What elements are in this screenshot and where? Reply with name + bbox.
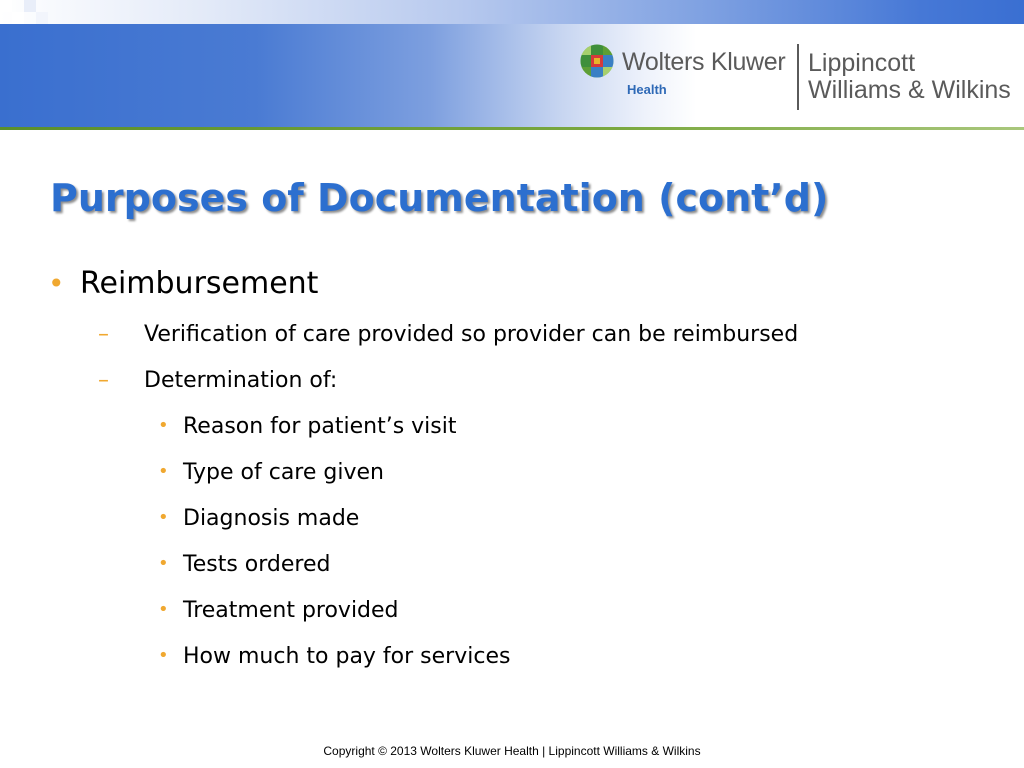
determination-item <box>158 460 384 485</box>
bullet-marker: • <box>158 461 169 482</box>
brand-secondary-line1: Lippincott <box>808 49 916 77</box>
brand-sub-text: Health <box>627 82 667 97</box>
determination-item <box>158 598 399 623</box>
dash-marker: – <box>98 368 109 393</box>
determination-text: Diagnosis made <box>183 506 360 531</box>
determination-text: How much to pay for services <box>183 644 511 669</box>
determination-text: Type of care given <box>183 460 384 485</box>
determination-text: Tests ordered <box>183 552 331 577</box>
sub-point-item <box>98 322 798 347</box>
wolters-kluwer-globe-icon <box>580 44 614 78</box>
header-top-strip <box>0 0 1024 24</box>
determination-item <box>158 506 359 531</box>
brand-secondary-line2: Williams & Wilkins <box>808 76 1011 104</box>
determination-item <box>158 414 457 439</box>
bullet-marker: • <box>158 645 169 666</box>
slide-title: Purposes of Documentation (cont’d) <box>50 176 829 220</box>
bullet-marker: • <box>158 507 169 528</box>
determination-item <box>158 552 330 577</box>
brand-secondary <box>808 50 1011 104</box>
determination-text: Treatment provided <box>183 598 399 623</box>
sub-point-text: Determination of: <box>144 368 338 393</box>
dash-marker: – <box>98 322 109 347</box>
logo-divider <box>797 44 799 110</box>
main-bullet-item <box>48 266 318 301</box>
determination-item <box>158 644 510 669</box>
bullet-marker: • <box>158 599 169 620</box>
publisher-logo <box>580 42 1020 114</box>
corner-squares-decoration <box>0 0 48 24</box>
bullet-marker: • <box>48 267 65 300</box>
bullet-marker: • <box>158 553 169 574</box>
brand-primary-text: Wolters Kluwer <box>622 48 786 76</box>
header-divider-rule <box>0 127 1024 130</box>
determination-text: Reason for patient’s visit <box>183 414 457 439</box>
sub-point-item <box>98 368 337 393</box>
sub-point-text: Verification of care provided so provider can be reimbursed <box>144 322 799 347</box>
bullet-marker: • <box>158 415 169 436</box>
main-bullet-text: Reimbursement <box>80 266 319 301</box>
copyright-footer: Copyright © 2013 Wolters Kluwer Health | Lippincott Williams & Wilkins <box>323 744 701 758</box>
